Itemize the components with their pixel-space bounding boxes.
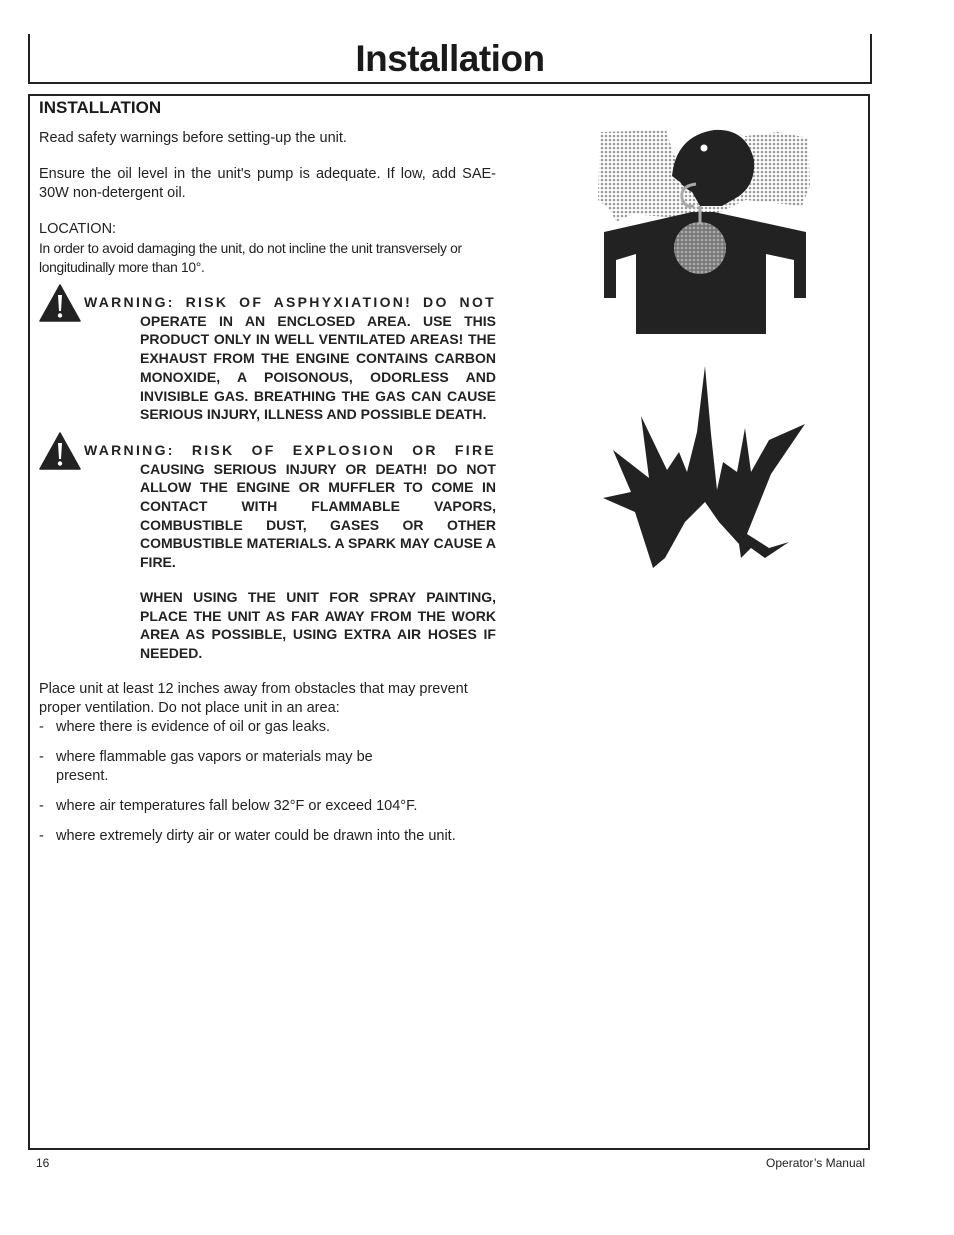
title-bar <box>28 34 872 84</box>
spray-painting-warning: WHEN USING THE UNIT FOR SPRAY PAINTING, PLACE THE UNIT AS FAR AWAY FROM THE WORK AREA AS POSSIBLE, USING EXTRA AIR HOSES IF NEEDED. <box>140 588 496 661</box>
text-column <box>39 98 496 857</box>
location-text: In order to avoid damaging the unit, do not incline the unit transversely or longitudinally more than 10°. <box>39 241 462 275</box>
intro-paragraph: Read safety warnings before setting-up the unit. <box>39 130 347 146</box>
asphyxiation-warning <box>39 293 496 424</box>
page-number: 16 <box>36 1156 50 1170</box>
warning-triangle-icon <box>39 284 81 322</box>
warning-text: CAUSING SERIOUS INJURY OR DEATH! DO NOT ALLOW THE ENGINE OR MUFFLER TO COME IN CONTACT WITH FLAMMABLE VAPORS, COMBUSTIBLE DUST, GASES OR OTHER COMBUSTIBLE MATERIALS. A SPARK MAY CAUSE A FIRE. <box>140 460 496 571</box>
warning-first-line: WARNING: RISK OF ASPHYXIATION! DO NOT <box>84 294 496 310</box>
oil-paragraph: Ensure the oil level in the unit's pump is adequate. If low, add SAE-30W non-detergent oil. <box>39 166 496 201</box>
list-item: - where air temperatures fall below 32°F or exceed 104°F. <box>39 797 418 814</box>
placement-list <box>39 718 496 846</box>
asphyxiation-hazard-icon <box>596 126 810 334</box>
list-item: - where extremely dirty air or water could be drawn into the unit. <box>39 827 456 844</box>
section-heading: INSTALLATION <box>39 98 162 117</box>
location-label: LOCATION: <box>39 221 117 237</box>
list-item: - where flammable gas vapors or materials may be present. <box>39 748 373 784</box>
warning-text: OPERATE IN AN ENCLOSED AREA. USE THIS PRODUCT ONLY IN WELL VENTILATED AREAS! THE EXHAUST FROM THE ENGINE CONTAINS CARBON MONOXIDE, A POISONOUS, ODORLESS AND INVISIBLE GAS. BREATHING THE GAS CAN CAUSE SERIOUS INJURY, ILLNESS AND POSSIBLE DEATH. <box>140 312 496 423</box>
explosion-warning <box>39 441 496 663</box>
explosion-hazard-icon <box>601 362 807 568</box>
page-title: Installation <box>355 38 545 79</box>
list-item: - where there is evidence of oil or gas leaks. <box>39 718 331 735</box>
warning-first-line: WARNING: RISK OF EXPLOSION OR FIRE <box>84 441 496 458</box>
placement-intro: Place unit at least 12 inches away from obstacles that may prevent proper ventilation. Do not place unit in an area: <box>39 680 468 716</box>
manual-name: Operator’s Manual <box>766 1156 865 1170</box>
warning-triangle-icon <box>39 432 81 470</box>
